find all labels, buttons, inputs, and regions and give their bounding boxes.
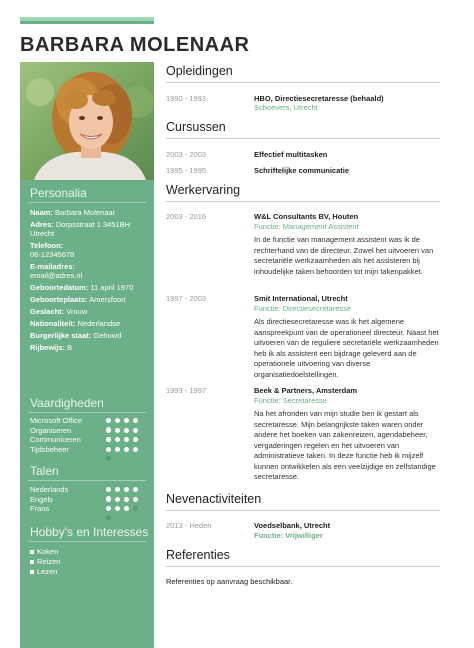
value-gender: Vrouw: [66, 307, 88, 316]
bullet-square-icon: [30, 550, 34, 554]
rating-dots: [106, 506, 150, 524]
job-role: Functie: Management Assistent: [254, 222, 359, 231]
rating-label: Engels: [30, 494, 53, 504]
rating-dot-filled-icon: [106, 418, 111, 423]
rating-dot-filled-icon: [115, 497, 120, 502]
candidate-name: BARBARA MOLENAAR: [20, 34, 250, 56]
job-description: Als directiesecretaresse was ik het algemene aanspreekpunt van de operationeel directeur. Naast het uitvoeren van de reguliere secretariële werkzaamheden heb ik als assistent een bijdrage geleverd aan de operationele uitvoering van diverse organisatiedoelstellingen.: [254, 317, 439, 379]
rating-dot-filled-icon: [115, 506, 120, 511]
side-activities-divider: [166, 510, 440, 511]
rating-label: Tijdsbeheer: [30, 444, 69, 454]
languages-divider: [28, 480, 146, 481]
hobby-item: [30, 547, 58, 556]
value-nationality: Nederlandse: [77, 319, 121, 328]
label-birthplace: Geboorteplaats:: [30, 295, 88, 304]
course-date: 2003 - 2003: [166, 150, 207, 159]
label-address: Adres:: [30, 220, 54, 229]
rating-dot-filled-icon: [106, 506, 111, 511]
profile-photo: [20, 62, 154, 180]
rating-dot-filled-icon: [124, 428, 129, 433]
accent-bar-dark: [20, 21, 154, 24]
hobbies-heading: Hobby's en Interesses: [30, 525, 149, 539]
rating-dot-filled-icon: [106, 428, 111, 433]
rating-dot-filled-icon: [133, 437, 138, 442]
rating-row: [30, 504, 150, 513]
section-title-references: Referenties: [166, 548, 230, 562]
label-birthdate: Geboortedatum:: [30, 283, 89, 292]
education-title: HBO, Directiesecretaresse (behaald): [254, 94, 384, 103]
header-accent-bar: [20, 17, 154, 24]
rating-dot-empty-icon: [106, 515, 111, 520]
rating-row: [30, 416, 150, 425]
personalia-heading: Personalia: [30, 186, 87, 200]
label-phone: Telefoon:: [30, 241, 64, 250]
courses-divider: [166, 138, 440, 139]
personalia-row-license: [30, 343, 150, 352]
hobby-label: Koken: [37, 547, 59, 556]
personalia-row-birthdate: [30, 283, 150, 292]
job-date: 2003 - 2016: [166, 212, 207, 221]
education-divider: [166, 82, 440, 83]
education-school: Schoevers, Utrecht: [254, 103, 318, 112]
rating-dots: [106, 447, 150, 465]
rating-dot-filled-icon: [106, 447, 111, 452]
section-title-side-activities: Nevenactiviteiten: [166, 492, 262, 506]
rating-label: Nederlands: [30, 485, 69, 494]
personalia-list: [30, 208, 150, 355]
rating-dot-filled-icon: [124, 447, 129, 452]
experience-divider: [166, 201, 440, 202]
rating-label: Communiceren: [30, 435, 81, 444]
rating-dot-filled-icon: [133, 487, 138, 492]
sidebar: [20, 62, 154, 648]
rating-dot-filled-icon: [115, 447, 120, 452]
rating-dot-filled-icon: [106, 487, 111, 492]
hobby-label: Reizen: [37, 557, 61, 566]
rating-dot-filled-icon: [133, 428, 138, 433]
hobbies-divider: [28, 541, 146, 542]
label-email: E-mailadres:: [30, 262, 76, 271]
languages-heading: Talen: [30, 464, 59, 478]
rating-dot-filled-icon: [124, 437, 129, 442]
rating-dot-filled-icon: [124, 418, 129, 423]
personalia-divider: [28, 202, 146, 203]
skills-heading: Vaardigheden: [30, 396, 104, 410]
job-date: 1993 - 1997: [166, 386, 207, 395]
rating-dot-filled-icon: [124, 487, 129, 492]
course-title: Schriftelijke communicatie: [254, 166, 350, 175]
value-birthplace: Amersfoort: [89, 295, 126, 304]
hobby-label: Lezen: [37, 567, 58, 576]
course-title: Effectief multitasken: [254, 150, 328, 159]
rating-dot-filled-icon: [106, 497, 111, 502]
personalia-row-phone: [30, 241, 150, 259]
personalia-row-name: [30, 208, 150, 217]
rating-dot-filled-icon: [106, 437, 111, 442]
rating-row: [30, 445, 150, 454]
value-marital: Gehuwd: [93, 331, 122, 340]
personalia-row-address: [30, 220, 150, 238]
hobby-item: [30, 557, 60, 566]
rating-dot-empty-icon: [133, 506, 138, 511]
job-date: 1997 - 2003: [166, 294, 207, 303]
job-employer: Beek & Partners, Amsterdam: [254, 386, 358, 395]
job-role: Functie: Directiesecretaresse: [254, 304, 352, 313]
value-license: B: [67, 343, 73, 352]
activity-date: 2013 - Heden: [166, 521, 212, 530]
personalia-row-email: [30, 262, 150, 280]
rating-dot-filled-icon: [115, 418, 120, 423]
value-name: Barbara Molenaar: [55, 208, 116, 217]
bullet-square-icon: [30, 570, 34, 574]
references-text: Referenties op aanvraag beschikbaar.: [166, 577, 293, 586]
value-address: Dorpsstraat 1 3451BH Utrecht: [30, 220, 131, 238]
label-marital: Burgerlijke staat:: [30, 331, 92, 340]
label-name: Naam:: [30, 208, 53, 217]
value-birthdate: 11 april 1970: [90, 283, 134, 292]
activity-role: Functie: Vrijwilliger: [254, 531, 323, 540]
course-date: 1995 - 1995: [166, 166, 207, 175]
section-title-courses: Cursussen: [166, 120, 226, 134]
personalia-row-marital: [30, 331, 150, 340]
rating-row: [30, 435, 150, 444]
personalia-row-gender: [30, 307, 150, 316]
job-employer: Smit International, Utrecht: [254, 294, 348, 303]
job-employer: W&L Consultants BV, Houten: [254, 212, 359, 221]
value-email: email@adres.nl: [30, 271, 83, 280]
job-description: In de functie van management assistent was ik de rechterhand van de directeur. Zowel het uitvoeren van secretariële werkzaamheden als het assisteren bij inhoudelijke taken behoorden tot mijn takenpakket.: [254, 235, 434, 276]
value-phone: 06-12345678: [30, 250, 75, 259]
rating-label: Frans: [30, 504, 50, 513]
job-role: Functie: Secretaresse: [254, 396, 327, 405]
personalia-row-nationality: [30, 319, 150, 328]
rating-row: [30, 485, 150, 494]
rating-row: [30, 426, 150, 435]
label-license: Rijbewijs:: [30, 343, 66, 352]
rating-dot-filled-icon: [115, 487, 120, 492]
label-nationality: Nationaliteit:: [30, 319, 76, 328]
rating-row: [30, 495, 150, 504]
portrait-illustration: [20, 62, 154, 180]
section-title-experience: Werkervaring: [166, 183, 241, 197]
rating-dot-filled-icon: [124, 497, 129, 502]
rating-label: Organiseren: [30, 425, 72, 435]
personalia-row-birthplace: [30, 295, 150, 304]
activity-organisation: Voedselbank, Utrecht: [254, 521, 331, 530]
rating-dot-filled-icon: [124, 506, 129, 511]
rating-dot-filled-icon: [115, 437, 120, 442]
bullet-square-icon: [30, 560, 34, 564]
rating-dot-filled-icon: [133, 447, 138, 452]
section-title-education: Opleidingen: [166, 64, 233, 78]
label-gender: Geslacht:: [30, 307, 65, 316]
rating-dot-filled-icon: [133, 418, 138, 423]
job-description: Na het afronden van mijn studie ben ik gestart als secretaresse. Mijn belangrijkste taken waren onder andere het boeken van zakenreizen, agendabeheer, vergaderingen regelen en het uitvoeren van administratieve taken. In deze functie heb ik mijzelf kunnen ontwikkelen als een veelzijdige en zelfstandige secretaresse.: [254, 409, 436, 481]
rating-label: Microsoft Office: [30, 416, 82, 425]
skills-divider: [28, 412, 146, 413]
hobby-item: [30, 567, 57, 576]
references-divider: [166, 566, 440, 567]
education-date: 1990 - 1993: [166, 94, 207, 103]
rating-dot-empty-icon: [106, 456, 111, 461]
rating-dot-filled-icon: [115, 428, 120, 433]
rating-dot-filled-icon: [133, 497, 138, 502]
